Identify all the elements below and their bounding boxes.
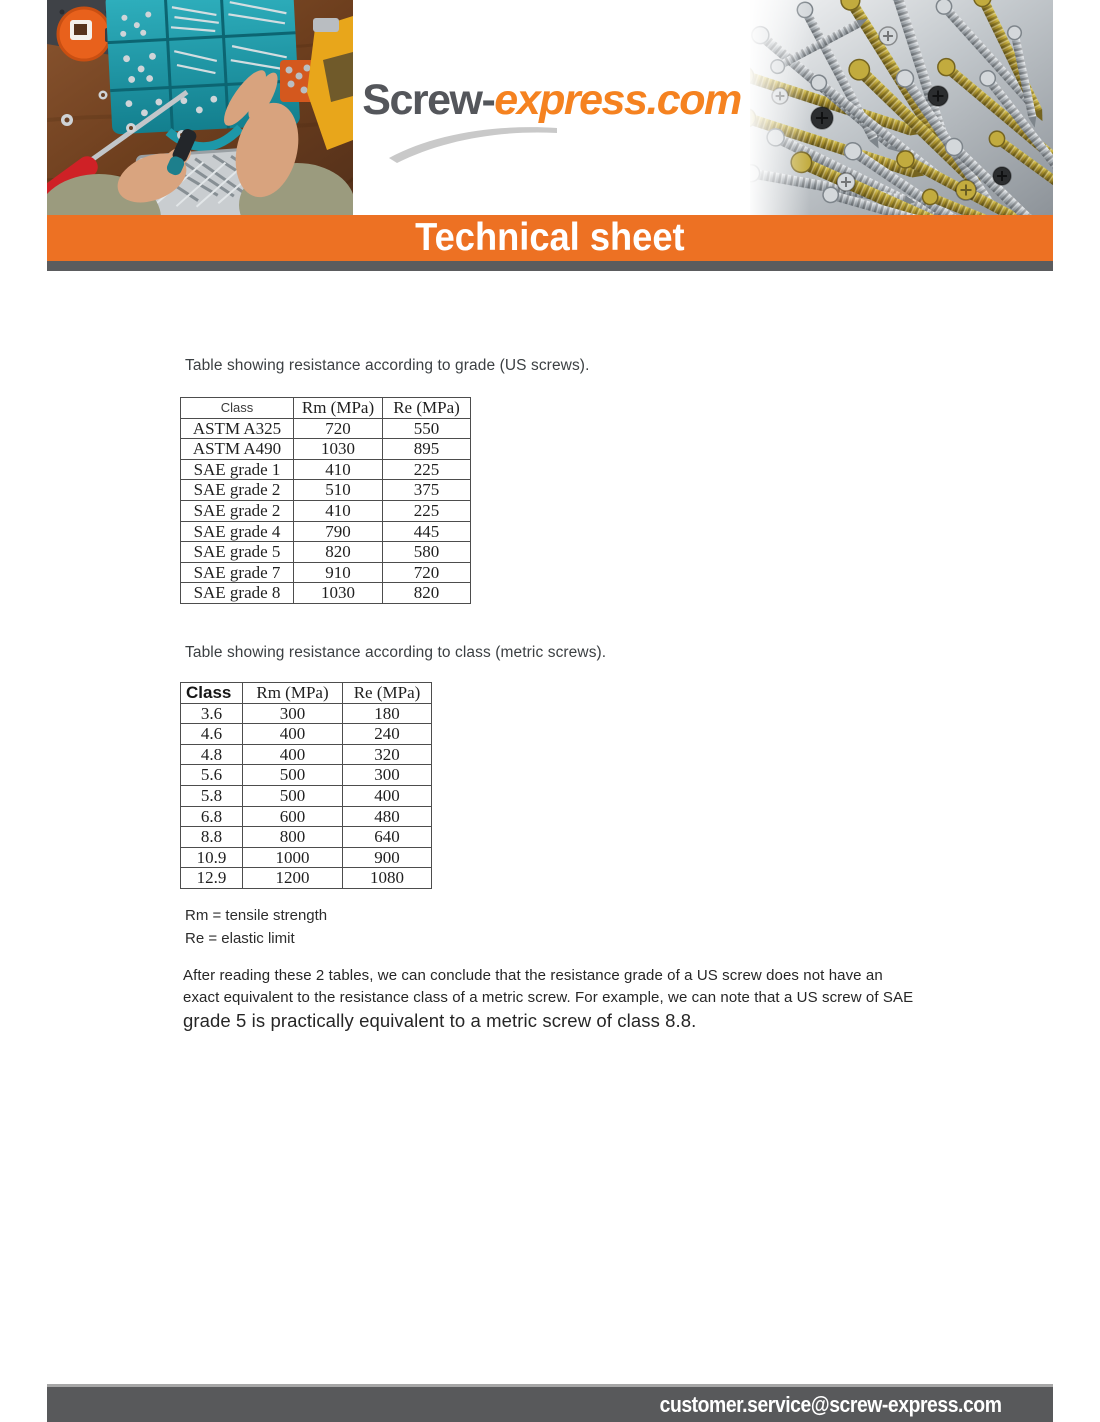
us-screws-table <box>180 397 471 604</box>
table-cell: 8.8 <box>181 827 243 848</box>
table-cell: 5.8 <box>181 785 243 806</box>
table-row <box>181 439 471 460</box>
table-cell: SAE grade 1 <box>181 459 294 480</box>
workbench-photo <box>47 0 353 215</box>
logo-part-orange: express.com <box>494 76 741 124</box>
logo-swoosh-icon <box>385 118 565 166</box>
table-cell: SAE grade 2 <box>181 500 294 521</box>
table-row <box>181 418 471 439</box>
table-cell: 1030 <box>294 439 383 460</box>
table-cell: ASTM A325 <box>181 418 294 439</box>
table-row <box>181 827 432 848</box>
table-cell: 1200 <box>243 868 343 889</box>
table-cell: 820 <box>383 583 471 604</box>
table-cell: 410 <box>294 459 383 480</box>
table-cell: ASTM A490 <box>181 439 294 460</box>
logo-part-gray: Screw- <box>362 76 495 124</box>
column-header: Class <box>181 683 243 704</box>
table-cell: 12.9 <box>181 868 243 889</box>
table-cell: 1080 <box>343 868 432 889</box>
table-cell: 1030 <box>294 583 383 604</box>
table-cell: 580 <box>383 542 471 563</box>
header-row <box>181 683 432 704</box>
table-cell: SAE grade 4 <box>181 521 294 542</box>
table-row <box>181 785 432 806</box>
header-row <box>181 398 471 419</box>
column-header: Rm (MPa) <box>294 398 383 419</box>
table-cell: 225 <box>383 500 471 521</box>
metric-screws-table <box>180 682 432 889</box>
workbench-photo-art <box>47 0 353 215</box>
column-header: Class <box>181 398 294 419</box>
table-cell: 400 <box>343 785 432 806</box>
table-cell: 4.8 <box>181 744 243 765</box>
table-cell: 400 <box>243 724 343 745</box>
table-cell: 910 <box>294 562 383 583</box>
table1-title: Table showing resistance according to grade (US screws). <box>185 357 590 374</box>
paragraph-line: grade 5 is practically equivalent to a metric screw of class 8.8. <box>183 1010 697 1031</box>
table-row <box>181 459 471 480</box>
table-cell: 640 <box>343 827 432 848</box>
table-cell: SAE grade 2 <box>181 480 294 501</box>
footnotes <box>185 905 327 950</box>
table-cell: 400 <box>243 744 343 765</box>
table-cell: SAE grade 5 <box>181 542 294 563</box>
table-row <box>181 521 471 542</box>
table-cell: 445 <box>383 521 471 542</box>
table-cell: 800 <box>243 827 343 848</box>
table-cell: 300 <box>343 765 432 786</box>
table-cell: 895 <box>383 439 471 460</box>
table-row <box>181 583 471 604</box>
table-cell: 900 <box>343 847 432 868</box>
table-cell: 3.6 <box>181 703 243 724</box>
column-header: Re (MPa) <box>343 683 432 704</box>
table-row <box>181 868 432 889</box>
footnote-rm: Rm = tensile strength <box>185 907 328 924</box>
table-cell: 820 <box>294 542 383 563</box>
table-cell: 10.9 <box>181 847 243 868</box>
table-cell: 790 <box>294 521 383 542</box>
table-cell: 720 <box>294 418 383 439</box>
table-cell: 240 <box>343 724 432 745</box>
table-row <box>181 542 471 563</box>
header <box>47 0 1053 215</box>
table-cell: 510 <box>294 480 383 501</box>
divider-bar <box>47 261 1053 271</box>
paragraph-line: exact equivalent to the resistance class of a metric screw. For example, we can note that a US screw of SAE <box>183 988 914 1006</box>
table-cell: 5.6 <box>181 765 243 786</box>
table-cell: 180 <box>343 703 432 724</box>
table-row <box>181 724 432 745</box>
column-header: Rm (MPa) <box>243 683 343 704</box>
table-row <box>181 744 432 765</box>
table-row <box>181 806 432 827</box>
table-cell: SAE grade 7 <box>181 562 294 583</box>
table-cell: 500 <box>243 785 343 806</box>
table-row <box>181 562 471 583</box>
table-cell: 320 <box>343 744 432 765</box>
table-cell: 300 <box>243 703 343 724</box>
banner <box>47 215 1053 261</box>
table-cell: 225 <box>383 459 471 480</box>
table-cell: 1000 <box>243 847 343 868</box>
table-row <box>181 765 432 786</box>
footer <box>47 1384 1053 1422</box>
table-cell: 375 <box>383 480 471 501</box>
table-row <box>181 480 471 501</box>
table-cell: 480 <box>343 806 432 827</box>
table-cell: 500 <box>243 765 343 786</box>
table-cell: 600 <box>243 806 343 827</box>
screws-photo <box>750 0 1053 215</box>
paragraph-line: After reading these 2 tables, we can conclude that the resistance grade of a US screw does not have an <box>183 967 883 984</box>
column-header: Re (MPa) <box>383 398 471 419</box>
page-title: Technical sheet <box>415 216 685 259</box>
footnote-re: Re = elastic limit <box>185 929 295 947</box>
table-cell: 550 <box>383 418 471 439</box>
table-row <box>181 847 432 868</box>
table-row <box>181 703 432 724</box>
logo <box>353 0 750 215</box>
table-cell: 4.6 <box>181 724 243 745</box>
footer-email: customer.service@screw-express.com <box>659 1391 1001 1417</box>
screws-photo-art <box>750 0 1053 215</box>
table-cell: 720 <box>383 562 471 583</box>
table2-title: Table showing resistance according to class (metric screws). <box>185 644 607 661</box>
table-cell: 410 <box>294 500 383 521</box>
table-row <box>181 500 471 521</box>
conclusion-paragraph <box>183 965 913 1033</box>
table-cell: 6.8 <box>181 806 243 827</box>
table-cell: SAE grade 8 <box>181 583 294 604</box>
